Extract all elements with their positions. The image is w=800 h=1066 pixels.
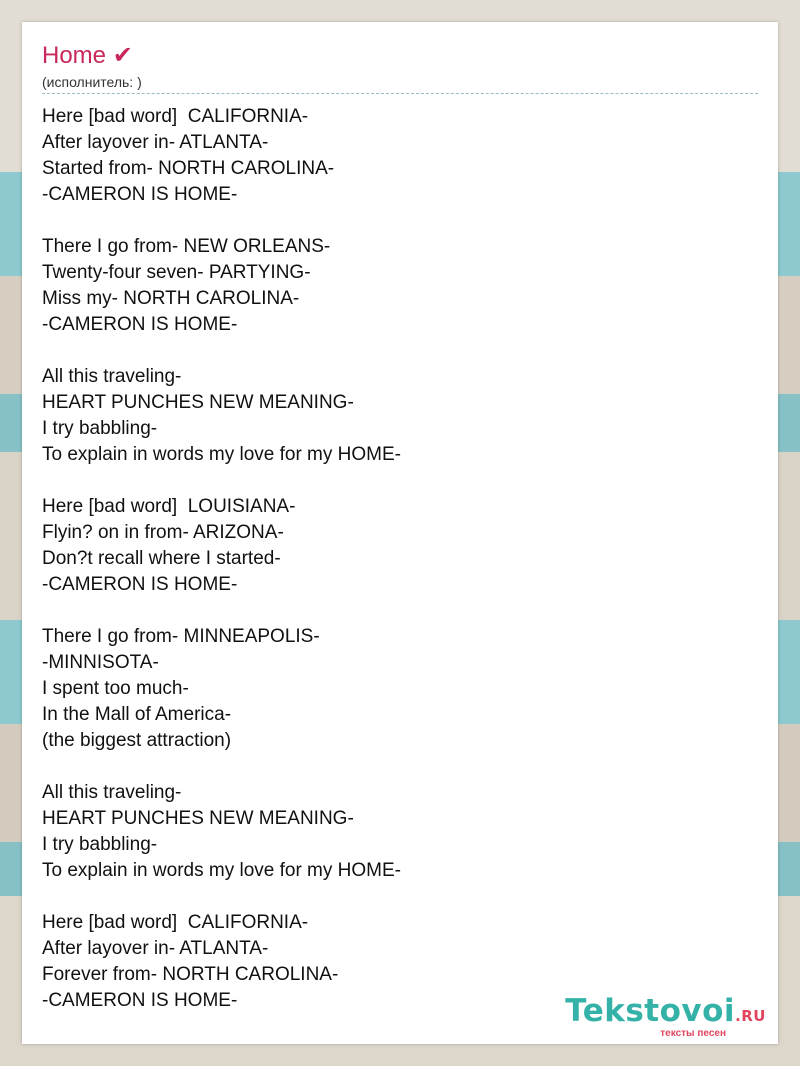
lyrics-line: -CAMERON IS HOME- [42,990,238,1011]
lyrics-line: There I go from- MINNEAPOLIS- [42,626,320,647]
lyrics-line: All this traveling- [42,782,182,803]
logo-tagline: тексты песен [660,1028,726,1039]
lyrics-line: In the Mall of America- [42,704,232,725]
lyrics-line: Here [bad word] CALIFORNIA- [42,106,309,127]
artist-label: (исполнитель: ) [42,74,142,90]
lyrics-blank-line [42,754,742,780]
lyrics-line: -CAMERON IS HOME- [42,184,238,205]
lyrics-line: All this traveling- [42,366,182,387]
lyrics-blank-line [42,338,742,364]
dashed-divider [42,93,758,94]
lyrics-line: (the biggest attraction) [42,730,232,751]
lyrics-line: Here [bad word] LOUISIANA- [42,496,296,517]
lyrics-page [22,22,778,1044]
logo-name: Tekstovoi [565,993,736,1029]
lyrics-line: HEART PUNCHES NEW MEANING- [42,808,354,829]
lyrics-line: I spent too much- [42,678,189,699]
lyrics-text [42,104,742,1014]
lyrics-line: To explain in words my love for my HOME- [42,860,401,881]
lyrics-line: To explain in words my love for my HOME- [42,444,401,465]
lyrics-blank-line [42,598,742,624]
lyrics-blank-line [42,468,742,494]
lyrics-blank-line [42,208,742,234]
lyrics-line: There I go from- NEW ORLEANS- [42,236,331,257]
lyrics-line: Don?t recall where I started- [42,548,281,569]
lyrics-line: -MINNISOTA- [42,652,159,673]
lyrics-line: Miss my- NORTH CAROLINA- [42,288,300,309]
lyrics-line: -CAMERON IS HOME- [42,314,238,335]
lyrics-line: After layover in- ATLANTA- [42,938,269,959]
site-logo[interactable] [565,995,766,1040]
lyrics-line: HEART PUNCHES NEW MEANING- [42,392,354,413]
lyrics-line: Flyin? on in from- ARIZONA- [42,522,284,543]
lyrics-blank-line [42,884,742,910]
lyrics-line: I try babbling- [42,418,158,439]
lyrics-line: I try babbling- [42,834,158,855]
song-title: Home ✔ [42,42,133,69]
lyrics-line: Started from- NORTH CAROLINA- [42,158,335,179]
lyrics-line: Twenty-four seven- PARTYING- [42,262,311,283]
lyrics-line: Forever from- NORTH CAROLINA- [42,964,339,985]
lyrics-line: -CAMERON IS HOME- [42,574,238,595]
lyrics-line: Here [bad word] CALIFORNIA- [42,912,309,933]
lyrics-line: After layover in- ATLANTA- [42,132,269,153]
logo-tld: .RU [735,1007,766,1025]
